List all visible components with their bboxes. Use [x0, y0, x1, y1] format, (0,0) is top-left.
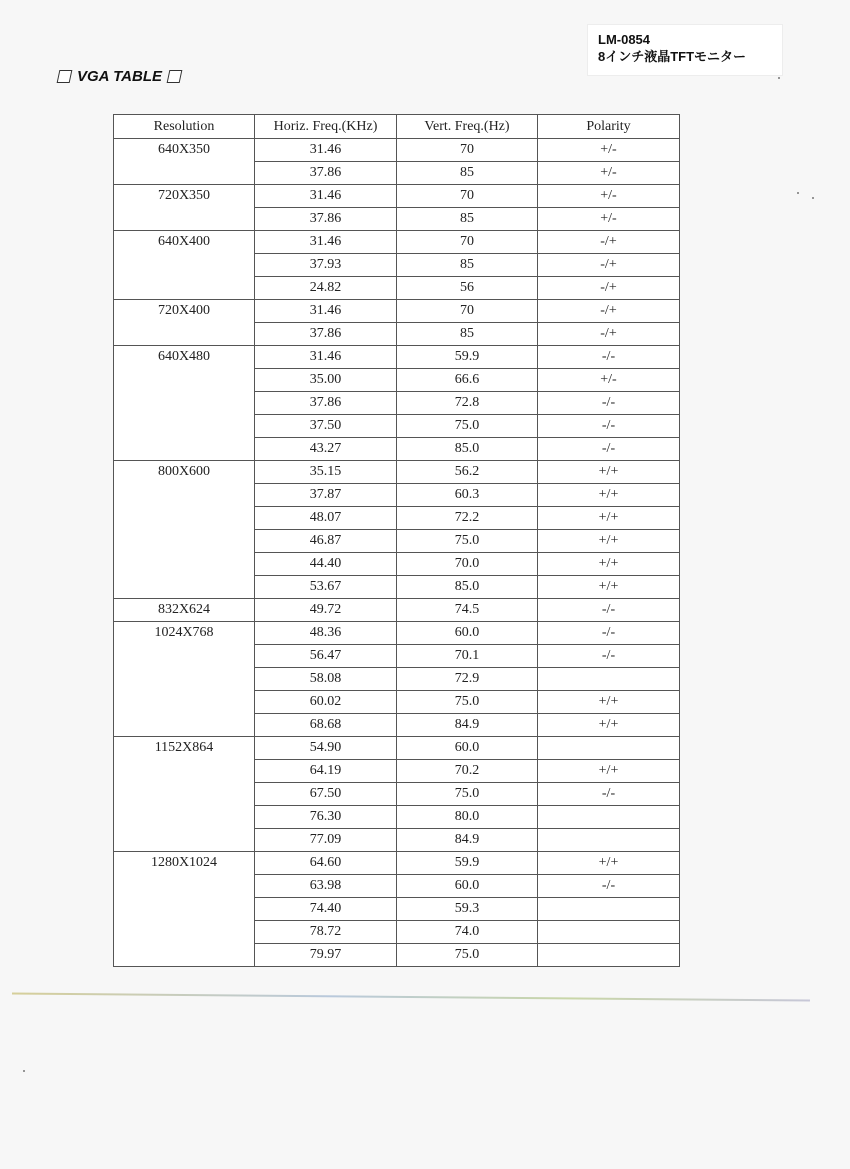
- horiz-freq-cell: 48.36: [255, 622, 397, 645]
- vert-freq-cell: 72.9: [397, 668, 538, 691]
- resolution-cell: 720X400: [114, 300, 255, 346]
- horiz-freq-cell: 24.82: [255, 277, 397, 300]
- polarity-cell: -/-: [538, 622, 680, 645]
- polarity-cell: [538, 944, 680, 967]
- vert-freq-cell: 60.0: [397, 875, 538, 898]
- polarity-cell: [538, 737, 680, 760]
- vert-freq-cell: 75.0: [397, 691, 538, 714]
- polarity-cell: +/+: [538, 691, 680, 714]
- table-row: [114, 737, 680, 760]
- horiz-freq-cell: 31.46: [255, 346, 397, 369]
- table-row: [114, 599, 680, 622]
- horiz-freq-cell: 37.86: [255, 323, 397, 346]
- horiz-freq-cell: 68.68: [255, 714, 397, 737]
- polarity-cell: -/+: [538, 277, 680, 300]
- resolution-cell: 1280X1024: [114, 852, 255, 967]
- resolution-cell: 1024X768: [114, 622, 255, 737]
- resolution-cell: 720X350: [114, 185, 255, 231]
- table-row: [114, 461, 680, 484]
- horiz-freq-cell: 37.86: [255, 392, 397, 415]
- vert-freq-cell: 74.0: [397, 921, 538, 944]
- horiz-freq-cell: 63.98: [255, 875, 397, 898]
- polarity-cell: [538, 829, 680, 852]
- vert-freq-cell: 60.3: [397, 484, 538, 507]
- polarity-cell: +/+: [538, 714, 680, 737]
- section-title: [52, 68, 187, 85]
- checkbox-square-icon: [57, 70, 73, 83]
- polarity-cell: -/-: [538, 599, 680, 622]
- vert-freq-cell: 60.0: [397, 622, 538, 645]
- vert-freq-cell: 59.3: [397, 898, 538, 921]
- resolution-cell: 832X624: [114, 599, 255, 622]
- vert-freq-cell: 70: [397, 139, 538, 162]
- table-row: [114, 622, 680, 645]
- vga-timing-table: [113, 114, 680, 967]
- horiz-freq-cell: 31.46: [255, 139, 397, 162]
- horiz-freq-cell: 58.08: [255, 668, 397, 691]
- polarity-cell: [538, 806, 680, 829]
- polarity-cell: -/+: [538, 231, 680, 254]
- polarity-cell: -/-: [538, 645, 680, 668]
- polarity-cell: -/-: [538, 346, 680, 369]
- column-header-resolution: Resolution: [114, 115, 255, 139]
- polarity-cell: -/-: [538, 415, 680, 438]
- column-header-vert-freq: Vert. Freq.(Hz): [397, 115, 538, 139]
- horiz-freq-cell: 60.02: [255, 691, 397, 714]
- resolution-cell: 640X480: [114, 346, 255, 461]
- polarity-cell: +/+: [538, 530, 680, 553]
- polarity-cell: +/+: [538, 760, 680, 783]
- horiz-freq-cell: 37.50: [255, 415, 397, 438]
- column-header-horiz-freq: Horiz. Freq.(KHz): [255, 115, 397, 139]
- resolution-cell: 640X400: [114, 231, 255, 300]
- model-number: LM-0854: [598, 32, 651, 47]
- horiz-freq-cell: 56.47: [255, 645, 397, 668]
- horiz-freq-cell: 46.87: [255, 530, 397, 553]
- table-body: [114, 139, 680, 967]
- scan-speck: [778, 77, 780, 79]
- vert-freq-cell: 85: [397, 323, 538, 346]
- polarity-cell: +/-: [538, 185, 680, 208]
- polarity-cell: +/+: [538, 461, 680, 484]
- horiz-freq-cell: 35.15: [255, 461, 397, 484]
- table-header-row: [114, 115, 680, 139]
- horiz-freq-cell: 31.46: [255, 300, 397, 323]
- vert-freq-cell: 75.0: [397, 783, 538, 806]
- horiz-freq-cell: 64.19: [255, 760, 397, 783]
- polarity-cell: -/-: [538, 875, 680, 898]
- vert-freq-cell: 70.1: [397, 645, 538, 668]
- vert-freq-cell: 66.6: [397, 369, 538, 392]
- resolution-cell: 640X350: [114, 139, 255, 185]
- horiz-freq-cell: 67.50: [255, 783, 397, 806]
- vert-freq-cell: 70.2: [397, 760, 538, 783]
- polarity-cell: +/+: [538, 484, 680, 507]
- horiz-freq-cell: 76.30: [255, 806, 397, 829]
- vert-freq-cell: 72.8: [397, 392, 538, 415]
- table-row: [114, 346, 680, 369]
- polarity-cell: -/+: [538, 300, 680, 323]
- horiz-freq-cell: 74.40: [255, 898, 397, 921]
- vert-freq-cell: 56.2: [397, 461, 538, 484]
- model-description: 8インチ液晶TFTモニター: [598, 49, 747, 64]
- vert-freq-cell: 59.9: [397, 346, 538, 369]
- polarity-cell: +/+: [538, 507, 680, 530]
- horiz-freq-cell: 44.40: [255, 553, 397, 576]
- polarity-cell: +/-: [538, 139, 680, 162]
- horiz-freq-cell: 37.86: [255, 208, 397, 231]
- table-row: [114, 139, 680, 162]
- table-row: [114, 852, 680, 875]
- vert-freq-cell: 74.5: [397, 599, 538, 622]
- vert-freq-cell: 56: [397, 277, 538, 300]
- vert-freq-cell: 70: [397, 231, 538, 254]
- polarity-cell: -/+: [538, 254, 680, 277]
- polarity-cell: +/-: [538, 162, 680, 185]
- vert-freq-cell: 85: [397, 208, 538, 231]
- polarity-cell: -/+: [538, 323, 680, 346]
- vert-freq-cell: 75.0: [397, 415, 538, 438]
- scan-speck: [812, 197, 814, 199]
- horiz-freq-cell: 79.97: [255, 944, 397, 967]
- vert-freq-cell: 75.0: [397, 530, 538, 553]
- polarity-cell: [538, 668, 680, 691]
- horiz-freq-cell: 77.09: [255, 829, 397, 852]
- horiz-freq-cell: 49.72: [255, 599, 397, 622]
- column-header-polarity: Polarity: [538, 115, 680, 139]
- resolution-cell: 1152X864: [114, 737, 255, 852]
- resolution-cell: 800X600: [114, 461, 255, 599]
- vert-freq-cell: 72.2: [397, 507, 538, 530]
- horiz-freq-cell: 37.93: [255, 254, 397, 277]
- vert-freq-cell: 85.0: [397, 576, 538, 599]
- polarity-cell: +/+: [538, 852, 680, 875]
- horiz-freq-cell: 31.46: [255, 185, 397, 208]
- horiz-freq-cell: 64.60: [255, 852, 397, 875]
- polarity-cell: -/-: [538, 783, 680, 806]
- polarity-cell: [538, 898, 680, 921]
- horiz-freq-cell: 37.87: [255, 484, 397, 507]
- polarity-cell: +/+: [538, 553, 680, 576]
- checkbox-square-icon: [167, 70, 183, 83]
- horiz-freq-cell: 54.90: [255, 737, 397, 760]
- horiz-freq-cell: 78.72: [255, 921, 397, 944]
- model-label-box: [588, 25, 782, 75]
- horiz-freq-cell: 37.86: [255, 162, 397, 185]
- polarity-cell: +/-: [538, 208, 680, 231]
- scan-speck: [23, 1070, 25, 1072]
- vert-freq-cell: 75.0: [397, 944, 538, 967]
- vert-freq-cell: 85: [397, 162, 538, 185]
- vert-freq-cell: 60.0: [397, 737, 538, 760]
- table-row: [114, 185, 680, 208]
- horiz-freq-cell: 35.00: [255, 369, 397, 392]
- vert-freq-cell: 85.0: [397, 438, 538, 461]
- vert-freq-cell: 70: [397, 300, 538, 323]
- vert-freq-cell: 70: [397, 185, 538, 208]
- horiz-freq-cell: 53.67: [255, 576, 397, 599]
- footer-divider: [12, 993, 810, 1002]
- table-row: [114, 300, 680, 323]
- horiz-freq-cell: 48.07: [255, 507, 397, 530]
- vert-freq-cell: 59.9: [397, 852, 538, 875]
- horiz-freq-cell: 31.46: [255, 231, 397, 254]
- polarity-cell: [538, 921, 680, 944]
- horiz-freq-cell: 43.27: [255, 438, 397, 461]
- scan-speck: [797, 192, 799, 194]
- vert-freq-cell: 85: [397, 254, 538, 277]
- polarity-cell: +/-: [538, 369, 680, 392]
- section-title-text: VGA TABLE: [77, 68, 162, 85]
- polarity-cell: -/-: [538, 392, 680, 415]
- polarity-cell: -/-: [538, 438, 680, 461]
- vert-freq-cell: 84.9: [397, 829, 538, 852]
- vert-freq-cell: 70.0: [397, 553, 538, 576]
- vert-freq-cell: 84.9: [397, 714, 538, 737]
- vert-freq-cell: 80.0: [397, 806, 538, 829]
- polarity-cell: +/+: [538, 576, 680, 599]
- table-row: [114, 231, 680, 254]
